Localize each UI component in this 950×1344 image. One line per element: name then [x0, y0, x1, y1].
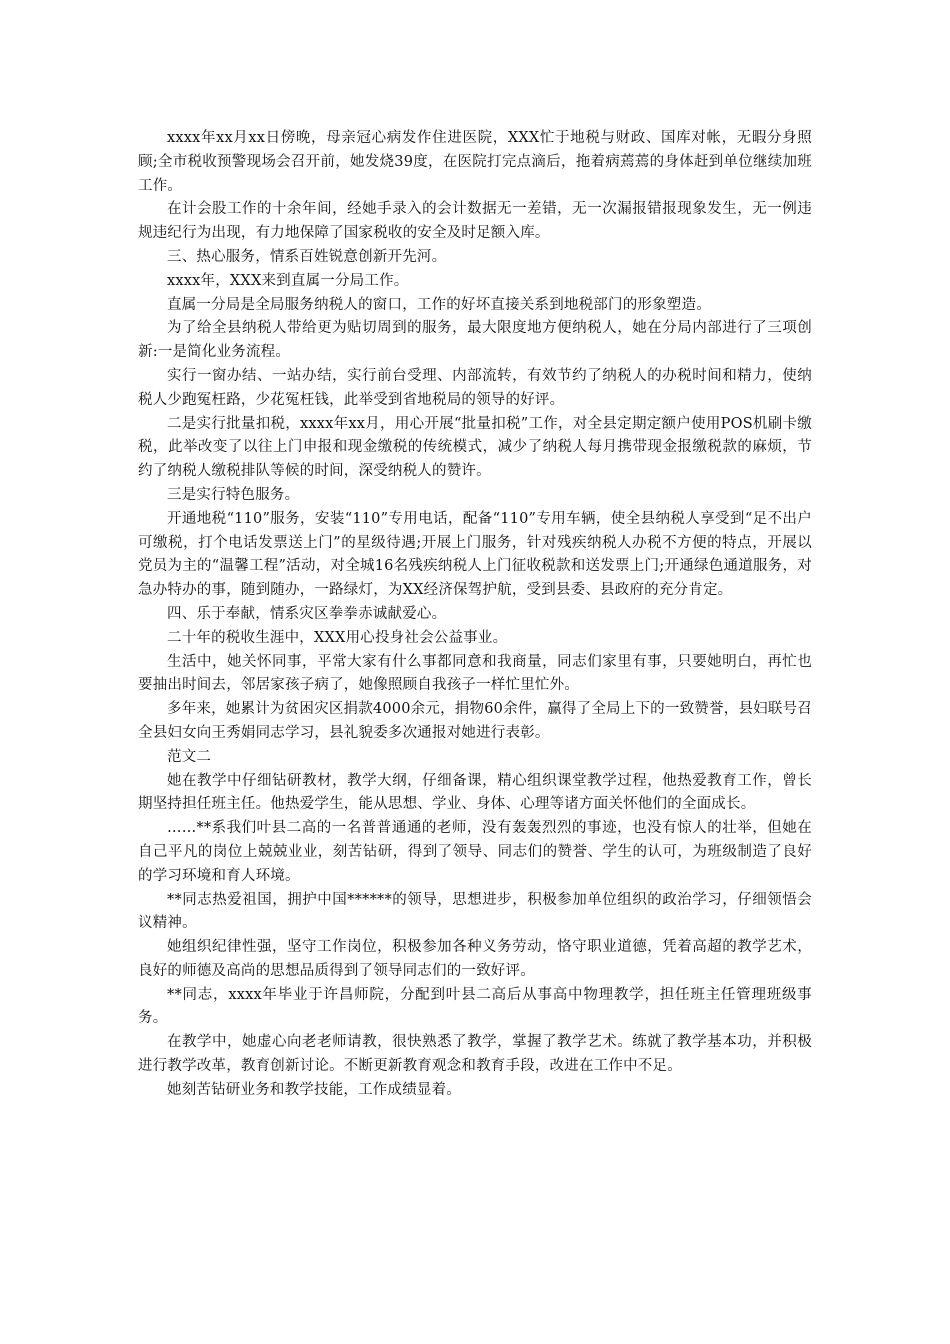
paragraph: 生活中，她关怀同事，平常大家有什么事都同意和我商量，同志们家里有事，只要她明白，再忙也要抽出时间去，邻居家孩子病了，她像照顾自我孩子一样忙里忙外。 — [138, 653, 812, 694]
section-heading: 四、乐于奉献，情系灾区拳拳赤诚献爱心。 — [167, 605, 447, 622]
paragraph: 她在教学中仔细钻研教材，教学大纲，仔细备课，精心组织课堂教学过程，他热爱教育工作，曾长期坚持担任班主任。他热爱学生，能从思想、学业、身体、心理等诸方面关怀他们的全面成长。 — [138, 772, 812, 813]
paragraph: 在教学中，她虚心向老老师请教，很快熟悉了教学，掌握了教学艺术。练就了教学基本功，并积极进行教学改革，教育创新讨论。不断更新教育观念和教育手段，改进在工作中不足。 — [138, 1034, 812, 1075]
paragraph: 她组织纪律性强，坚守工作岗位，积极参加各种义务劳动，恪守职业道德，凭着高超的教学艺术，良好的师德及高尚的思想品质得到了领导同志们的一致好评。 — [138, 939, 812, 979]
paragraph: xxxx年，XXX来到直属一分局工作。 — [167, 272, 409, 289]
paragraph: 开通地税“110”服务，安装“110”专用电话，配备“110”专用车辆，使全县纳税人享受到“足不出户可缴税，打个电话发票送上门”的星级待遇;开展上门服务，针对残疾纳税人办税不方便的特点，开展以党员为主的“温馨工程”活动，对全城16名残疾纳税人上门征收税款和送发票上门;开通绿色通道服务，对急办特办的事，随到随办，一路绿灯，为XX经济保驾护航，受到县委、县政府的充分肯定。 — [138, 510, 812, 599]
paragraph: **同志，xxxx年毕业于许昌师院，分配到叶县二高后从事高中物理教学，担任班主任管理班级事务。 — [138, 986, 812, 1027]
paragraph: **同志热爱祖国，拥护中国******的领导，思想进步，积极参加单位组织的政治学习，仔细领悟会议精神。 — [138, 891, 812, 932]
paragraph: 二十年的税收生涯中，XXX用心投身社会公益事业。 — [167, 629, 508, 646]
paragraph: 直属一分局是全局服务纳税人的窗口，工作的好坏直接关系到地税部门的形象塑造。 — [167, 296, 711, 313]
paragraph: 为了给全县纳税人带给更为贴切周到的服务，最大限度地方便纳税人，她在分局内部进行了三项创新:一是简化业务流程。 — [138, 320, 812, 361]
paragraph: 二是实行批量扣税，xxxx年xx月，用心开展“批量扣税”工作，对全县定期定额户使用POS机刷卡缴税，此举改变了以往上门申报和现金缴税的传统模式，减少了纳税人每月携带现金报缴税款的麻烦，节约了纳税人缴税排队等候的时间，深受纳税人的赞许。 — [138, 415, 812, 480]
paragraph: 在计会股工作的十余年间，经她手录入的会计数据无一差错，无一次漏报错报现象发生，无一例违规违纪行为出现，有力地保障了国家税收的安全及时足额入库。 — [138, 201, 812, 242]
section-heading: 三、热心服务，情系百姓锐意创新开先河。 — [167, 248, 447, 265]
paragraph: 三是实行特色服务。 — [167, 486, 300, 503]
document-body — [138, 127, 812, 1103]
section-heading: 范文二 — [167, 748, 212, 765]
paragraph: 多年来，她累计为贫困灾区捐款4000余元，捐物60余件，赢得了全局上下的一致赞誉，县妇联号召全县妇女向王秀娟同志学习，县礼貌委多次通报对她进行表彰。 — [138, 701, 812, 741]
paragraph: 她刻苦钻研业务和教学技能，工作成绩显着。 — [167, 1081, 461, 1098]
paragraph: xxxx年xx月xx日傍晚，母亲冠心病发作住进医院，XXX忙于地税与财政、国库对帐，无暇分身照顾;全市税收预警现场会召开前，她发烧39度，在医院打完点滴后，拖着病蔫蔫的身体赶到单位继续加班工作。 — [138, 130, 812, 194]
paragraph: 实行一窗办结、一站办结，实行前台受理、内部流转，有效节约了纳税人的办税时间和精力，使纳税人少跑冤枉路，少花冤枉钱，此举受到省地税局的领导的好评。 — [138, 367, 812, 408]
paragraph: ……**系我们叶县二高的一名普普通通的老师，没有轰轰烈烈的事迹，也没有惊人的壮举，但她在自己平凡的岗位上兢兢业业，刻苦钻研，得到了领导、同志们的赞誉、学生的认可，为班级制造了良好的学习环境和育人环境。 — [138, 820, 812, 884]
